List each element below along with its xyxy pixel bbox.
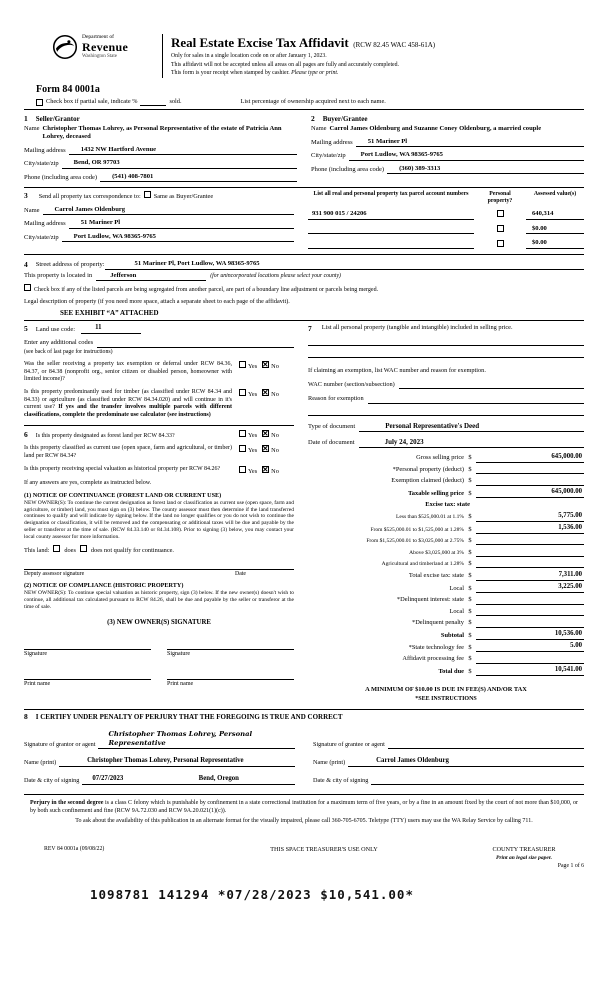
ownership-note: List percentage of ownership acquired next to each name. (240, 97, 386, 105)
seller-mailing-value[interactable]: 1432 NW Hartford Avenue (69, 146, 297, 156)
row-label: From $1,525,000.01 to $3,025,000 at 2.75% (366, 538, 464, 545)
section-1-number: 1 (24, 114, 28, 124)
dollar-sign: $ (468, 465, 472, 473)
county-treasurer-label: COUNTY TREASURER (492, 845, 556, 853)
historic-no-checkbox[interactable] (262, 466, 269, 473)
form-header (52, 34, 584, 78)
parcel-number-value[interactable]: 931 900 015 / 24206 (308, 210, 474, 220)
seller-phone-value[interactable]: (541) 408-7801 (100, 173, 297, 183)
print-name-label: Print name (24, 681, 51, 688)
same-as-buyer-label: Same as Buyer/Grantee (153, 193, 214, 201)
grantor-date-city-label: Date & city of signing (24, 776, 80, 784)
rev-number: REV 84 0001a (09/08/22) (44, 845, 105, 852)
parcel-row (308, 210, 584, 220)
dollar-sign: $ (468, 607, 472, 615)
seller-phone-label: Phone (including area code) (24, 173, 98, 181)
land-does-not-checkbox[interactable] (80, 545, 87, 552)
tier3-rate-row (308, 536, 584, 545)
row-label: Total due (438, 667, 464, 675)
print-name-label: Print name (167, 681, 194, 688)
delinquent-interest-state-row (308, 596, 584, 605)
personal-property-checkbox[interactable] (497, 210, 504, 217)
grantee-name-print-label: Name (print) (313, 758, 346, 766)
buyer-name-label: Name (311, 125, 327, 133)
seller-name-value[interactable]: Christopher Thomas Lohrey, as Personal Representative of the estate of Patricia Ann Lohrey, deceased (42, 125, 282, 141)
header-note-3 (171, 69, 435, 78)
taxable-selling-price-row (308, 488, 584, 498)
state-technology-fee-row (308, 642, 584, 652)
parcel-table (302, 191, 584, 249)
seller-exemption-no-checkbox[interactable] (262, 361, 269, 368)
dollar-sign: $ (468, 513, 472, 521)
tier1-tax-value[interactable]: 5,775.00 (476, 512, 584, 522)
partial-sale-percent-field[interactable] (140, 99, 166, 106)
header-rule (24, 109, 584, 110)
land-use-section (24, 324, 294, 420)
current-use-yes-checkbox[interactable] (239, 445, 246, 452)
tier4-rate-row (308, 548, 584, 557)
minimum-fee-note: A MINIMUM OF $10.00 IS DUE IN FEE(S) AND/OR TAX (365, 686, 527, 694)
timber-question-bold-text: If yes and the transfer involves multiple parcels with different classifications, complete the predominate use calculator (see instructions) (24, 404, 232, 419)
section-6-number: 6 (24, 429, 28, 439)
header-divider (162, 34, 163, 78)
timber-agriculture-question (24, 389, 232, 420)
row-label: From $525,000.01 to $1,525,000 at 1.28% (370, 526, 464, 533)
gross-selling-price-value[interactable]: 645,000.00 (476, 453, 584, 463)
new-owners-signature-heading: (3) NEW OWNER(S) SIGNATURE (107, 618, 211, 626)
agricultural-rate-row (308, 559, 584, 568)
subtotal-value[interactable]: 10,536.00 (476, 630, 584, 640)
gross-selling-price-row (308, 453, 584, 463)
excise-tax-computation (308, 453, 584, 676)
buyer-name-value[interactable]: Carrol James Oldenburg and Suzanne Coney Oldenburg, a married couple (329, 125, 542, 133)
land-does-checkbox[interactable] (53, 545, 60, 552)
dollar-sign: $ (468, 537, 472, 545)
section-5-number: 5 (24, 324, 28, 334)
row-label: Total excise tax: state (408, 572, 464, 580)
tier2-tax-value[interactable]: 1,536.00 (476, 524, 584, 534)
historic-property-question: Is this property receiving special valuation as historical property per RCW 84.26? (24, 465, 221, 472)
seller-heading: Seller/Grantor (35, 115, 80, 124)
section-3-number: 3 (24, 191, 28, 201)
delinquent-interest-local-row (308, 607, 584, 616)
section-4-number: 4 (24, 259, 28, 269)
subtotal-row (308, 630, 584, 640)
excise-tax-state-header: Excise tax: state (425, 500, 470, 508)
left-column (24, 324, 302, 704)
dollar-sign: $ (468, 596, 472, 604)
state-technology-fee-value[interactable]: 5.00 (476, 642, 584, 652)
certify-statement: I CERTIFY UNDER PENALTY OF PERJURY THAT THE FOREGOING IS TRUE AND CORRECT (35, 713, 343, 722)
correspondence-city-value[interactable]: Port Ludlow, WA 98365-9765 (62, 233, 294, 243)
buyer-section (307, 112, 584, 182)
tier1-rate-row (308, 512, 584, 522)
seller-exemption-yes-checkbox[interactable] (239, 361, 246, 368)
form-title-rcw: (RCW 82.45 WAC 458-61A) (353, 41, 436, 49)
see-instructions-note: *SEE INSTRUCTIONS (415, 696, 477, 703)
dollar-sign: $ (468, 560, 472, 568)
correspondence-mailing-label: Mailing address (24, 220, 66, 228)
wac-number-label: WAC number (section/subsection) (308, 381, 395, 389)
county-treasurer-block (464, 846, 584, 871)
correspondence-name-value[interactable]: Carrol James Oldenburg (43, 206, 294, 216)
segregated-checkbox[interactable] (24, 284, 31, 291)
signature-label: Signature (24, 650, 47, 657)
row-label: *Delinquent penalty (412, 619, 464, 627)
send-correspondence-label: Send all property tax correspondence to: (38, 193, 141, 201)
dollar-sign: $ (468, 643, 472, 651)
land-use-code-label: Land use code: (35, 325, 76, 333)
header-note-2: This affidavit will not be accepted unless all areas on all pages are fully and accurately completed. (171, 61, 399, 68)
title-block (171, 34, 435, 78)
affidavit-processing-fee-value[interactable] (476, 655, 584, 664)
segregated-label: Check box if any of the listed parcels are being segregated from another parcel, are part of a boundary line adjustment or parcels being merged. (34, 287, 379, 294)
timber-yes-checkbox[interactable] (239, 389, 246, 396)
yes-label: Yes (248, 363, 258, 371)
dollar-sign: $ (468, 477, 472, 485)
located-in-note: (for unincorporated locations please select your county) (210, 272, 341, 279)
assessed-value[interactable]: $0.00 (526, 225, 584, 235)
personal-property-checkbox[interactable] (497, 225, 504, 232)
dept-of-label: Department of (82, 34, 114, 40)
washington-state-label: Washington State (82, 53, 118, 59)
buyer-phone-value[interactable]: (360) 389-3313 (387, 165, 584, 175)
total-excise-state-value[interactable]: 7,311.00 (476, 571, 584, 581)
total-due-value[interactable]: 10,541.00 (476, 666, 584, 676)
current-use-question: Is this property classified as current use (open space, farm and agricultural, or timber) land per RCW 84.34? (24, 445, 232, 460)
tier3-tax-value[interactable] (476, 536, 584, 545)
seller-exemption-question: Was the seller receiving a property tax exemption or deferral under RCW 84.36, 84.37, or 84.38 (nonprofit org., senior citizen or disabled person, homeowner with limited income)? (24, 361, 232, 383)
notice-compliance-body: NEW OWNER(S): To continue special valuation as historic property, sign (3) below. If the new owner(s) doesn't wish to continue, all additional tax calculated pursuant to RCW 84.26, shall be due and payable by the seller or transferor at the time of sale. (24, 590, 294, 611)
tax-correspondence-section (24, 191, 302, 249)
row-label: *State technology fee (408, 643, 464, 651)
if-yes-note: If any answers are yes, complete as instructed below. (24, 479, 152, 486)
row-label: Taxable selling price (408, 489, 464, 497)
dollar-sign: $ (468, 667, 472, 675)
local-tax-row (308, 583, 584, 593)
forest-land-question (24, 430, 232, 441)
dollar-sign: $ (468, 655, 472, 663)
row-label: Subtotal (440, 631, 464, 639)
personal-property-field-1[interactable] (308, 334, 584, 346)
no-label: No (271, 391, 279, 399)
doc-type-label: Type of document (308, 423, 356, 431)
partial-sale-label: Check box if partial sale, indicate % (46, 97, 138, 105)
timber-no-checkbox[interactable] (262, 389, 269, 396)
new-owner-signature-field-2[interactable] (167, 644, 294, 650)
grantor-name-print-value[interactable]: Christopher Thomas Lohrey, Personal Representative (59, 757, 295, 767)
local-tax-value[interactable]: 3,225.00 (476, 583, 584, 593)
grantee-date-city-field[interactable] (371, 776, 584, 785)
partial-sale-checkbox[interactable] (36, 99, 43, 106)
parcel-row (308, 239, 584, 249)
partial-sale-row (36, 98, 584, 106)
selling-price-section (302, 324, 584, 704)
personal-property-list-label: List all personal property (tangible and intangible) included in selling price. (321, 324, 513, 332)
parcel-row (308, 225, 584, 235)
dollar-sign: $ (468, 631, 472, 639)
no-label: No (271, 447, 279, 455)
row-label: *Delinquent interest: state (396, 596, 464, 604)
this-land-label: This land: (24, 546, 50, 554)
additional-codes-label: Enter any additional codes (24, 339, 94, 347)
exemption-claimed-value[interactable] (476, 477, 584, 486)
correspondence-city-label: City/state/zip (24, 233, 59, 241)
correspondence-name-label: Name (24, 206, 40, 214)
grantee-signature-field[interactable] (388, 740, 584, 749)
dor-logo (52, 34, 154, 60)
tier4-tax-value[interactable] (476, 548, 584, 557)
county-value[interactable]: Jefferson (96, 272, 206, 282)
yes-label: Yes (248, 431, 258, 439)
parcel-number-value[interactable] (308, 241, 474, 249)
forest-question-text: Is this property designated as forest land per RCW 84.33? (35, 432, 175, 439)
yes-label: Yes (248, 391, 258, 399)
perjury-body: is a class C felony which is punishable by confinement in a state correctional institution for a maximum term of five years, or by a fine in an amount fixed by the court of not more than $10,000, or by both such confinement and fine (RCW 9A.72.030 and RCW 9A.20.021(1)(c)). (30, 799, 578, 814)
certification-section (24, 709, 584, 784)
assessed-value-column-header: Assessed value(s) (533, 191, 577, 198)
grantor-city-value[interactable]: Bend, Oregon (189, 775, 295, 785)
personal-property-field-2[interactable] (308, 346, 584, 358)
grantor-name-print-label: Name (print) (24, 758, 57, 766)
additional-codes-note: (see back of last page for instructions) (24, 348, 113, 355)
row-label: Affidavit processing fee (402, 655, 464, 663)
doc-date-value[interactable]: July 24, 2023 (359, 438, 584, 448)
row-label: Gross selling price (416, 454, 464, 462)
property-location-section (24, 254, 584, 318)
notice-compliance-title: (2) NOTICE OF COMPLIANCE (HISTORIC PROPERTY) (24, 582, 184, 590)
buyer-city-value[interactable]: Port Ludlow, WA 98365-9765 (349, 151, 584, 161)
personal-property-column-header: Personal property? (487, 191, 513, 205)
treasurer-use-label: THIS SPACE TREASURER'S USE ONLY (270, 845, 378, 853)
seller-name-label: Name (24, 125, 40, 133)
header-note-1: Only for sales in a single location code on or after January 1, 2023. (171, 52, 327, 59)
additional-codes-field[interactable] (97, 341, 294, 348)
exemption-claim-label: If claiming an exemption, list WAC number and reason for exemption. (308, 366, 486, 374)
page-number: Page 1 of 6 (557, 862, 584, 869)
tier2-rate-row (308, 524, 584, 534)
new-owner-print-name-field-1[interactable] (24, 674, 151, 680)
no-label: No (271, 431, 279, 439)
reason-exemption-field[interactable] (368, 397, 584, 404)
buyer-phone-label: Phone (including area code) (311, 165, 385, 173)
exemption-claimed-row (308, 477, 584, 486)
dor-seal-icon (52, 34, 78, 60)
delinquent-interest-local-value[interactable] (476, 607, 584, 616)
row-label: Local (449, 607, 464, 615)
dollar-sign: $ (468, 548, 472, 556)
forest-no-checkbox[interactable] (262, 430, 269, 437)
street-address-value[interactable]: 51 Mariner Pl, Port Ludlow, WA 98365-9765 (105, 260, 584, 270)
agricultural-tax-value[interactable] (476, 559, 584, 568)
section-7-number: 7 (308, 324, 312, 334)
land-use-code-value[interactable]: 11 (81, 324, 141, 334)
doc-date-label: Date of document (308, 439, 355, 447)
dollar-sign: $ (468, 489, 472, 497)
grantee-signature-label: Signature of grantee or agent (313, 740, 385, 748)
row-label: *Personal property (deduct) (392, 465, 464, 473)
assessed-value[interactable]: 640,314 (526, 210, 584, 220)
reason-exemption-label: Reason for exemption (308, 395, 364, 403)
buyer-mailing-label: Mailing address (311, 138, 353, 146)
new-owner-print-name-field-2[interactable] (167, 674, 294, 680)
dollar-sign: $ (468, 572, 472, 580)
parcel-column-header: List all real and personal property tax parcel account numbers (313, 191, 469, 198)
street-address-label: Street address of property: (35, 261, 105, 269)
seller-section (24, 112, 307, 182)
deputy-date-label: Date (235, 570, 246, 577)
buyer-mailing-value[interactable]: 51 Mariner Pl (356, 138, 584, 148)
print-note: Print an legal size paper. (495, 854, 553, 861)
notice-continuance-body: NEW OWNER(S): To continue the current designation as forest land or classification as current use (open space, farm and agriculture, or timber) land, you must sign on (3) below. The county assessor must then determine if the land transferred continues to qualify and will indicate by signing below. If the land no longer qualifies or you do not wish to continue the designation or classification, it will be removed and the compensating or additional taxes will be due and payable by the seller or transferor at the time of sale. (RCW 84.33.140 or 84.34.108). Prior to signing (3) below, you may contact your local county assessor for more information. (24, 499, 294, 540)
footer-row (24, 846, 584, 871)
affidavit-processing-fee-row (308, 655, 584, 664)
grantee-name-print-value[interactable]: Carrol James Oldenburg (348, 757, 584, 767)
current-use-no-checkbox[interactable] (262, 445, 269, 452)
assessed-value[interactable]: $0.00 (526, 239, 584, 249)
total-excise-state-row (308, 571, 584, 581)
yes-label: Yes (248, 447, 258, 455)
revenue-label: Revenue (82, 40, 129, 55)
delinquent-interest-state-value[interactable] (476, 596, 584, 605)
historic-yes-checkbox[interactable] (239, 466, 246, 473)
wac-number-field[interactable] (399, 382, 584, 389)
doc-type-value[interactable]: Personal Representative's Deed (359, 422, 584, 432)
form-title: Real Estate Excise Tax Affidavit (171, 35, 349, 50)
row-label: Exemption claimed (deduct) (391, 477, 464, 485)
personal-property-deduct-row (308, 465, 584, 474)
section-3 (24, 187, 584, 249)
middle-sections (24, 320, 584, 704)
deputy-assessor-signature-label: Deputy assessor signature (24, 570, 85, 577)
buyer-heading: Buyer/Grantee (322, 115, 368, 124)
timber-question-text: Is this property predominantly used for timber (as classified under RCW 84.34 and 84.33) or agriculture (as classified under RCW 84.34.020) and will continue in it's current use? (24, 389, 232, 411)
grantor-signature-value[interactable]: Christopher Thomas Lohrey, Personal Representative (98, 730, 295, 749)
new-owner-signature-field-1[interactable] (24, 644, 151, 650)
correspondence-mailing-value[interactable]: 51 Mariner Pl (69, 219, 294, 229)
grantee-date-city-label: Date & city of signing (313, 776, 369, 784)
header-note-3-text: This form is your receipt when stamped by cashier. (171, 70, 290, 77)
row-label: Local (449, 584, 464, 592)
located-in-label: This property is located in (24, 271, 93, 279)
header-note-3-italic: Please type or print. (291, 70, 339, 77)
does-label: does (64, 546, 76, 554)
section-2-number: 2 (311, 114, 315, 124)
form-number: Form 84 0001a (36, 83, 100, 95)
dor-logo-text (82, 34, 128, 60)
delinquent-penalty-value[interactable] (476, 619, 584, 628)
delinquent-penalty-row (308, 619, 584, 628)
signature-label: Signature (167, 650, 190, 657)
dollar-sign: $ (468, 584, 472, 592)
perjury-lead: Perjury in the second degree (30, 799, 104, 806)
deputy-assessor-signature-field[interactable] (24, 560, 294, 570)
dollar-sign: $ (468, 454, 472, 462)
row-label: Above $3,025,000 at 3% (409, 549, 464, 556)
parties-sections (24, 112, 584, 182)
row-label: Agricultural and timberland at 1.28% (381, 561, 464, 568)
forest-land-section (24, 425, 294, 690)
dollar-sign: $ (468, 525, 472, 533)
yes-label: Yes (248, 467, 258, 475)
does-not-label: does not qualify for continuance. (90, 546, 174, 554)
partial-sale-suffix: sold. (169, 97, 182, 105)
dollar-sign: $ (468, 619, 472, 627)
alt-format-notice: To ask about the availability of this publication in an alternate format for the visually impaired, please call 360-705-6705. Teletype (TTY) users may use the WA Relay Service by calling 711. (75, 818, 533, 825)
buyer-city-label: City/state/zip (311, 152, 346, 160)
seller-city-label: City/state/zip (24, 160, 59, 168)
treasurer-stamp: 1098781 141294 *07/28/2023 $10,541.00* (90, 886, 414, 902)
row-label: Less than $525,000.01 at 1.1% (396, 514, 464, 521)
reason-exemption-field-2[interactable] (308, 404, 584, 416)
seller-mailing-label: Mailing address (24, 146, 66, 154)
no-label: No (271, 363, 279, 371)
personal-property-checkbox[interactable] (497, 240, 504, 247)
legal-description-label: Legal description of property (if you need more space, attach a separate sheet to each page of the affidavit). (24, 298, 290, 306)
legal-description-value[interactable]: SEE EXHIBIT “A” ATTACHED (60, 309, 159, 318)
forest-yes-checkbox[interactable] (239, 430, 246, 437)
perjury-notice (24, 794, 584, 816)
no-label: No (271, 467, 279, 475)
seller-city-value[interactable]: Bend, OR 97703 (62, 159, 297, 169)
grantor-date-value[interactable]: 07/27/2023 (82, 775, 188, 785)
notice-continuance-title: (1) NOTICE OF CONTINUANCE (FOREST LAND OR CURRENT USE) (24, 491, 222, 499)
grantor-signature-label: Signature of grantor or agent (24, 740, 96, 748)
parcel-number-value[interactable] (308, 226, 474, 234)
total-due-row (308, 666, 584, 676)
personal-property-deduct-value[interactable] (476, 465, 584, 474)
taxable-selling-price-value[interactable]: 645,000.00 (476, 488, 584, 498)
same-as-buyer-checkbox[interactable] (144, 191, 151, 198)
section-8-number: 8 (24, 712, 28, 722)
